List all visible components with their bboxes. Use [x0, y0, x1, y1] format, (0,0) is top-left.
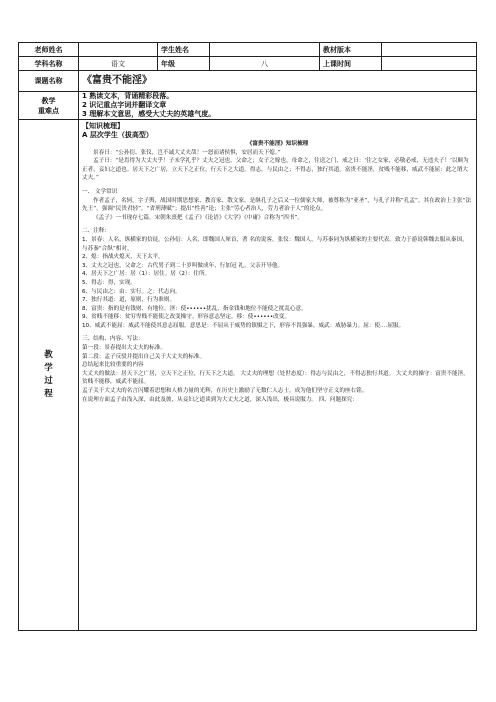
- process-line: 8、富贵：指的是有钱财、有地位。淫：使••••••扰乱，指金钱和地位不能使之扰乱心意。: [82, 305, 307, 312]
- process-line: 二、注释：: [82, 228, 110, 235]
- goals-row: [19, 92, 477, 120]
- goal-item: 2 识记重点字词并翻译文章: [82, 101, 167, 109]
- topic-label: 课题名称: [19, 71, 79, 92]
- process-line: 《富贵不能淫》知识梳理: [246, 141, 309, 147]
- class-time-label: 上课时间: [320, 57, 382, 71]
- process-label-char: 教: [44, 350, 53, 360]
- process-row: [19, 120, 477, 631]
- goal-item: 3 理解本文意思，感受大丈夫的英雄气度。: [82, 110, 216, 118]
- topic-row: [19, 71, 477, 92]
- process-line: A 层次学生（拔高型）: [82, 131, 153, 139]
- goals-label-line-1: 教学: [41, 96, 56, 105]
- process-line: 孟子关于大丈夫的名言闪耀着思想和人格力量的光辉，在历史上激励了无数仁人志士，成为他们坚守正义的座右铭。: [82, 388, 368, 395]
- process-line: 在说理方面孟子由浅入深，由此及彼，从妾妇之道谈到为大丈夫之道，深入浅出，极具说服力。 四、问题探究：: [82, 396, 358, 403]
- process-line: 3、丈夫之冠也，父命之：古代男子到二十岁叫做成年，行加冠 礼。父亲开导他。: [82, 262, 284, 269]
- goals-label-line-2: 重难点: [38, 106, 59, 115]
- goals-content: [79, 92, 477, 120]
- goal-item: 1 熟读文本，背诵精彩段落。: [82, 92, 174, 100]
- process-label-char: 过: [44, 376, 53, 386]
- process-line: 《孟子》一书现存七篇。宋朝朱熹把《孟子》《论语》《大学》《中庸》合称为“四书”。: [93, 214, 303, 221]
- process-line: 6、与民由之：由：实行。之：代志向。: [82, 288, 181, 295]
- textbook-value: [382, 43, 477, 57]
- subject-value: 语文: [79, 57, 158, 71]
- grade-label: 年级: [158, 57, 210, 71]
- process-label: [19, 120, 79, 631]
- teacher-name-label: 老师姓名: [19, 43, 79, 57]
- process-line: 三、结构、内容、写法：: [82, 336, 144, 343]
- process-line: 5、得志：得，实现。: [82, 279, 136, 286]
- goals-label: [19, 92, 79, 120]
- lesson-plan-sheet: [18, 42, 476, 631]
- process-line: 一、 文学常识: [82, 188, 118, 195]
- process-line: 【知识梳理】: [82, 122, 124, 130]
- grade-value: 八: [210, 57, 320, 71]
- process-line: 大丈夫的做法：居天下之广居，立天下之正位，行天下之大道。 大丈夫的理想（处世态度）：得志与民由之，不得志独行其道。 大丈夫的操守：富贵不能淫，贫贱不能移，威武不能屈。: [82, 370, 469, 386]
- process-line: 总结起来比较重要的内容: [82, 362, 144, 369]
- textbook-label: 教材版本: [320, 43, 382, 57]
- process-line: 4、居天下之广居：居（1）：居住。居（2）：住所。: [82, 271, 211, 278]
- process-label-char: 学: [44, 363, 53, 373]
- process-line: 第二段：孟子反驳并提出自己关于大丈夫的标准。: [82, 353, 206, 360]
- teacher-name-value: [79, 43, 158, 57]
- class-time-value: [382, 57, 477, 71]
- process-line: 景春曰：“公孙衍、张仪，岂不诚大丈夫哉！一怒而诸侯惧，安居而天下熄。”: [93, 149, 281, 156]
- student-name-value: [210, 43, 320, 57]
- student-name-label: 学生姓名: [158, 43, 210, 57]
- header-row-2: [19, 57, 477, 71]
- topic-value: 《富贵不能淫》: [79, 71, 477, 92]
- process-line: 1、景春：人名，纵横家的信徒。公孙衍：人名，即魏国人犀首，著 名的说客。张仪：魏国人，与苏秦同为纵横家的主要代表。致力于游说韩魏去服从秦国，与苏秦“合纵”相对。: [82, 236, 468, 252]
- process-line: 孟子曰：“是焉得为大丈夫乎！子未学礼乎？丈夫之冠也，父命之；女子之嫁也，母命之，往送之门，戒之曰：‘往之女家，必敬必戒，无违夫子！’以顺为正者，妾妇之道也。居天下之广居，立天下之正位，行天下之大道。得志，与民由之；不得志，独行其道。富贵不能淫，贫贱不能移，威武不能屈：此之谓大丈夫。”: [82, 158, 469, 182]
- subject-label: 学科名称: [19, 57, 79, 71]
- process-line: 2、熄：指战火熄灭，天下太平。: [82, 254, 164, 261]
- lesson-plan-table: [18, 42, 477, 631]
- process-label-char: 程: [44, 389, 53, 399]
- header-row-1: [19, 43, 477, 57]
- process-line: 7、独行其道：道，原则，行为准则。: [82, 297, 176, 304]
- process-lines: [82, 122, 473, 404]
- process-line: 9、贫贱不能移：贫穷卑贱不能使之改变操守。形容意志坚定。移：使••••••改变。: [82, 314, 290, 321]
- process-line: 作者孟子，名轲，字子舆，战国时期思想家、教育家、散文家。是继孔子之后又一位儒家大师，被尊称为“亚圣”，与孔子并称“孔孟”。其在政治上主张“法先王”，强调“民贵君轻”，“省刑薄赋”；提出“性善”论；主张“劳心者治人，劳力者治于人”的论点。: [82, 197, 472, 213]
- process-line: 10、威武不能屈：威武不能使其意志屈服。意思是：不屈从于威势的镇慑之下，形容不畏强暴。威武：威胁暴力。屈：使….屈服。: [82, 322, 405, 329]
- process-content: [79, 120, 477, 631]
- process-line: 第一段：景春提出大丈夫的标准。: [82, 345, 166, 352]
